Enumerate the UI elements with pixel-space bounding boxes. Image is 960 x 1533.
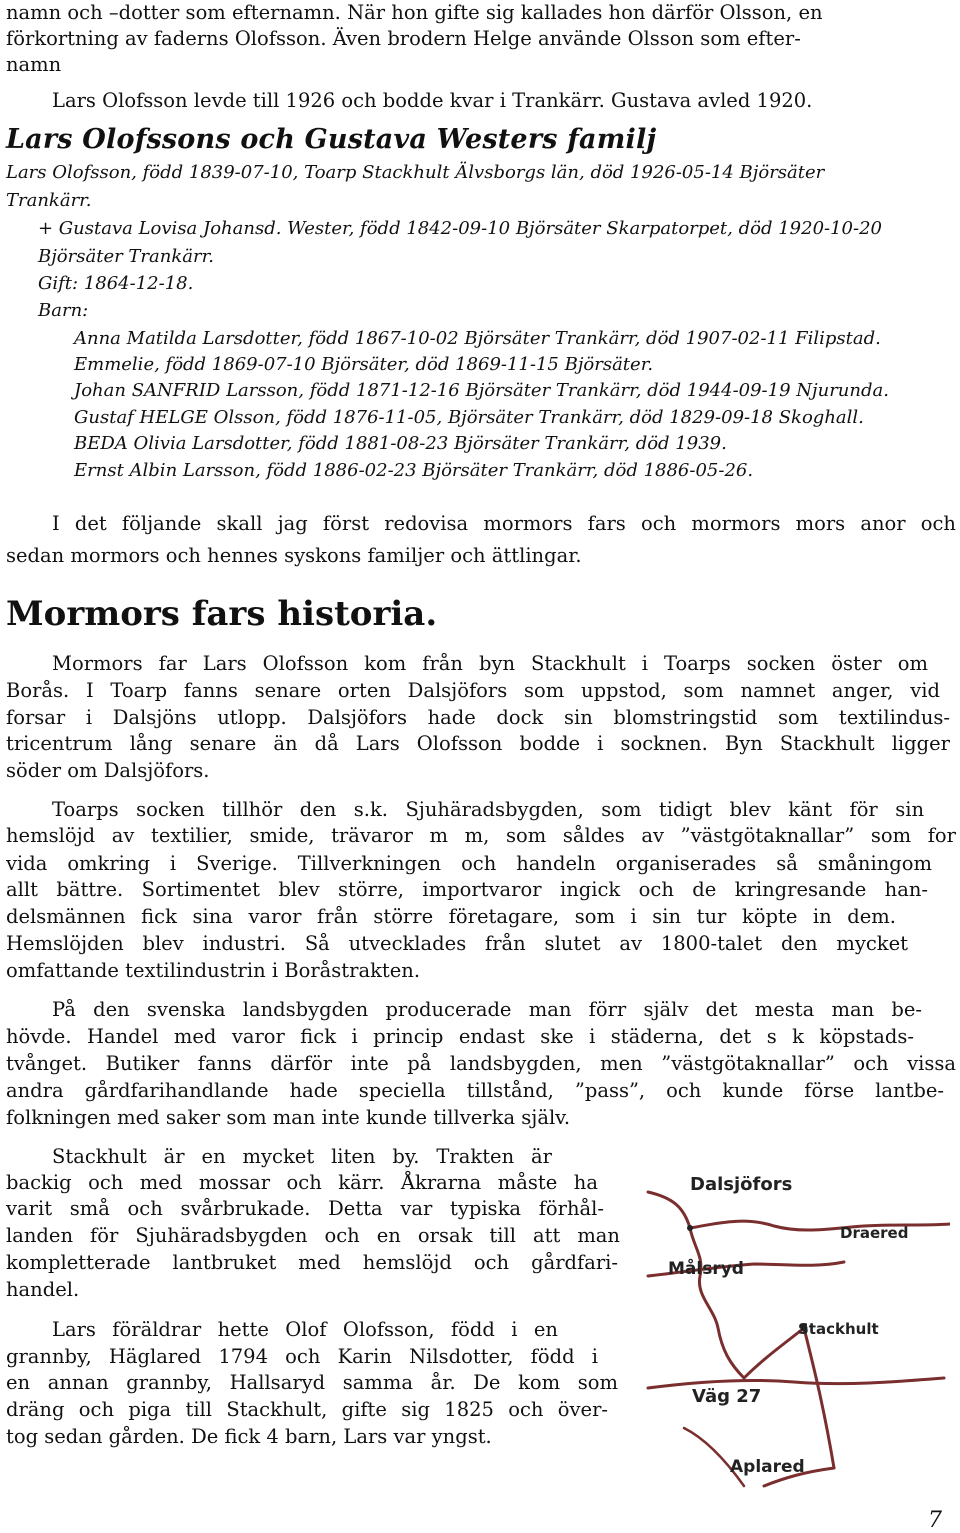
paragraph-line: omfattande textilindustrin i Boråstrakten.	[6, 959, 421, 982]
family-line: Lars Olofsson, född 1839-07-10, Toarp Stackhult Älvsborgs län, död 1926-05-14 Björsäter	[6, 162, 825, 183]
paragraph-line: vida omkring i Sverige. Tillverkningen och handeln organiserades så småningom	[6, 852, 932, 875]
paragraph-line: tvånget. Butiker fanns därför inte på landsbygden, men ”västgötaknallar” och vissa	[6, 1052, 956, 1075]
paragraph-line: Mormors far Lars Olofsson kom från byn Stackhult i Toarps socken öster om	[52, 652, 928, 675]
paragraph-line: Stackhult är en mycket liten by. Trakten är	[52, 1145, 552, 1168]
family-line: Barn:	[38, 300, 89, 321]
page-number: 7	[928, 1508, 942, 1533]
paragraph-line: allt bättre. Sortimentet blev större, importvaror ingick och de kringresande han-	[6, 878, 928, 901]
transition-line: sedan mormors och hennes syskons familjer och ättlingar.	[6, 544, 582, 567]
intro-line: Lars Olofsson levde till 1926 och bodde kvar i Trankärr. Gustava avled 1920.	[52, 89, 813, 112]
paragraph-line: Borås. I Toarp fanns senare orten Dalsjöfors som uppstod, som namnet anger, vid	[6, 679, 940, 702]
family-line: Björsäter Trankärr.	[38, 246, 214, 267]
paragraph-line: söder om Dalsjöfors.	[6, 759, 210, 782]
family-line: + Gustava Lovisa Johansd. Wester, född 1842-09-10 Björsäter Skarpatorpet, död 1920-10-20	[38, 218, 882, 239]
child-line: Johan SANFRID Larsson, född 1871-12-16 Björsäter Trankärr, död 1944-09-19 Njurunda.	[74, 380, 889, 401]
family-line: Gift: 1864-12-18.	[38, 273, 194, 294]
paragraph-line: Toarps socken tillhör den s.k. Sjuhäradsbygden, som tidigt blev känt för sin	[52, 798, 924, 821]
paragraph-line: kompletterade lantbruket med hemslöjd och gårdfari-	[6, 1251, 618, 1274]
child-line: Emmelie, född 1869-07-10 Björsäter, död 1869-11-15 Björsäter.	[74, 354, 654, 375]
section-title: Mormors fars historia.	[6, 594, 438, 634]
paragraph-line: delsmännen fick sina varor från större företagare, som i sin tur köpte in dem.	[6, 905, 896, 928]
map-label: Aplared	[730, 1457, 805, 1477]
paragraph-line: folkningen med saker som man inte kunde tillverka själv.	[6, 1106, 571, 1129]
map-label: Dalsjöfors	[690, 1174, 793, 1195]
map-label: Väg 27	[692, 1386, 762, 1407]
intro-line: namn och –dotter som efternamn. När hon gifte sig kallades hon därför Olsson, en	[6, 1, 823, 24]
paragraph-line: tog sedan gården. De fick 4 barn, Lars var yngst.	[6, 1425, 492, 1448]
map-label: Draered	[840, 1224, 909, 1242]
family-line: Trankärr.	[6, 190, 92, 211]
map-label: Stackhult	[798, 1320, 879, 1338]
paragraph-line: På den svenska landsbygden producerade man förr själv det mesta man be-	[52, 998, 922, 1021]
map-label: Målsryd	[668, 1259, 744, 1279]
child-line: Ernst Albin Larsson, född 1886-02-23 Björsäter Trankärr, död 1886-05-26.	[74, 460, 754, 481]
intro-line: namn	[6, 53, 62, 76]
paragraph-line: hemslöjd av textilier, smide, trävaror m m, som såldes av ”västgötaknallar” som for	[6, 824, 956, 847]
child-line: Anna Matilda Larsdotter, född 1867-10-02 Björsäter Trankärr, död 1907-02-11 Filipstad.	[74, 328, 881, 349]
paragraph-line: backig och med mossar och kärr. Åkrarna måste ha	[6, 1171, 598, 1194]
paragraph-line: varit små och svårbrukade. Detta var typiska förhål-	[6, 1197, 604, 1220]
paragraph-line: landen för Sjuhäradsbygden och en orsak till att man	[6, 1224, 620, 1247]
family-heading: Lars Olofssons och Gustava Westers familj	[6, 124, 657, 155]
paragraph-line: grannby, Häglared 1794 och Karin Nilsdotter, född i	[6, 1345, 598, 1368]
paragraph-line: handel.	[6, 1278, 80, 1301]
paragraph-line: hövde. Handel med varor fick i princip endast ske i städerna, det s k köpstads-	[6, 1025, 914, 1048]
paragraph-line: Hemslöjden blev industri. Så utvecklades från slutet av 1800-talet den mycket	[6, 932, 908, 955]
paragraph-line: en annan grannby, Hallsaryd samma år. De kom som	[6, 1371, 618, 1394]
paragraph-line: tricentrum lång senare än då Lars Olofsson bodde i socknen. Byn Stackhult ligger	[6, 732, 950, 755]
paragraph-line: andra gårdfarihandlande hade speciella tillstånd, ”pass”, och kunde förse lantbe-	[6, 1079, 944, 1102]
transition-line: I det följande skall jag först redovisa mormors fars och mormors mors anor och	[52, 512, 956, 535]
stackhult-map	[644, 1168, 950, 1488]
intro-line: förkortning av faderns Olofsson. Även brodern Helge använde Olsson som efter-	[6, 27, 801, 50]
child-line: Gustaf HELGE Olsson, född 1876-11-05, Björsäter Trankärr, död 1829-09-18 Skoghall.	[74, 407, 864, 428]
child-line: BEDA Olivia Larsdotter, född 1881-08-23 Björsäter Trankärr, död 1939.	[74, 433, 727, 454]
paragraph-line: dräng och piga till Stackhult, gifte sig 1825 och över-	[6, 1398, 608, 1421]
paragraph-line: forsar i Dalsjöns utlopp. Dalsjöfors hade dock sin blomstringstid som textilindus-	[6, 706, 950, 729]
paragraph-line: Lars föräldrar hette Olof Olofsson, född i en	[52, 1318, 558, 1341]
junction-marker	[687, 1225, 693, 1231]
